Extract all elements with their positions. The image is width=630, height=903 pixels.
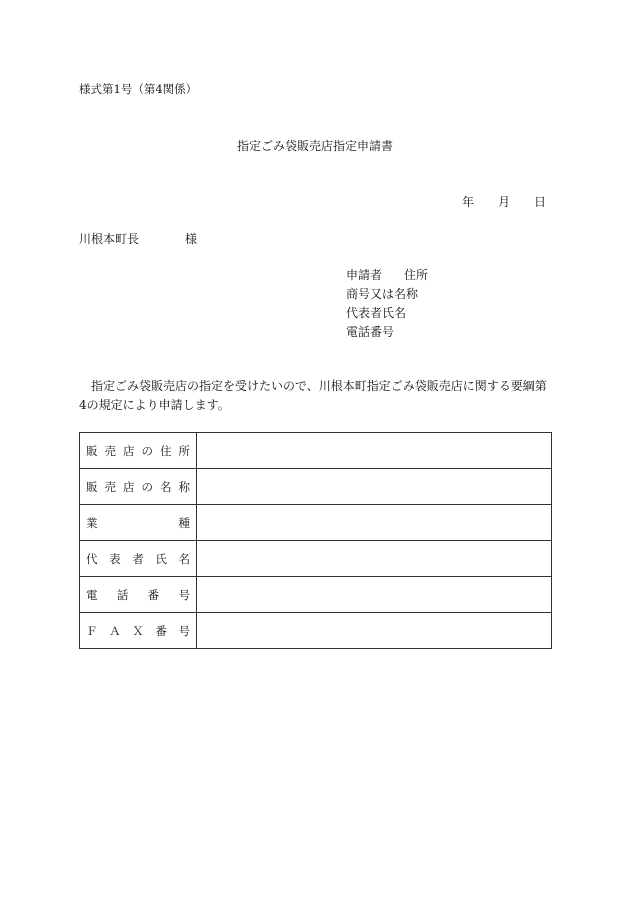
label-char: 所 bbox=[178, 443, 190, 458]
phone-number-label bbox=[80, 577, 197, 613]
label-char: 売 bbox=[104, 443, 116, 458]
label-char: 業 bbox=[86, 515, 98, 530]
store-address-label bbox=[80, 433, 197, 469]
label-char: Ｆ bbox=[86, 623, 98, 638]
representative-label: 代表者氏名 bbox=[346, 306, 407, 320]
business-type-label bbox=[80, 505, 197, 541]
label-char: 住 bbox=[160, 443, 172, 458]
label-char: 号 bbox=[178, 623, 190, 638]
label-char: 代 bbox=[86, 551, 98, 566]
store-name-input[interactable] bbox=[197, 469, 552, 505]
phone-number-label-text bbox=[86, 587, 190, 603]
representative-name-label bbox=[80, 541, 197, 577]
label-char: 号 bbox=[178, 587, 190, 602]
form-row-business-type bbox=[80, 505, 552, 541]
label-char: 者 bbox=[132, 551, 144, 566]
applicant-block bbox=[346, 266, 428, 342]
applicant-label: 申請者 bbox=[346, 268, 383, 282]
addressee bbox=[79, 230, 197, 247]
label-char: 名 bbox=[178, 551, 190, 566]
label-char: 販 bbox=[86, 443, 98, 458]
label-char: 番 bbox=[147, 587, 160, 602]
label-char: 電 bbox=[86, 587, 98, 602]
document-title: 指定ごみ袋販売店指定申請書 bbox=[236, 139, 393, 153]
phone-number-input[interactable] bbox=[197, 577, 552, 613]
address-label: 住所 bbox=[404, 268, 429, 282]
label-char: の bbox=[141, 479, 153, 494]
phone-label: 電話番号 bbox=[346, 325, 395, 339]
applicant-address-row bbox=[346, 266, 428, 285]
label-char: 称 bbox=[178, 479, 190, 494]
label-char: の bbox=[141, 443, 153, 458]
application-form-table bbox=[79, 432, 552, 649]
form-row-fax-number bbox=[80, 613, 552, 649]
label-char: 番 bbox=[155, 623, 167, 638]
label-char: 話 bbox=[116, 587, 129, 602]
date-day-label: 日 bbox=[533, 195, 546, 209]
label-char: 表 bbox=[109, 551, 121, 566]
label-char: 店 bbox=[123, 479, 135, 494]
fax-number-input[interactable] bbox=[197, 613, 552, 649]
date-line bbox=[462, 193, 546, 210]
label-char: 氏 bbox=[155, 551, 167, 566]
label-char: Ａ bbox=[109, 623, 121, 638]
representative-name-input[interactable] bbox=[197, 541, 552, 577]
addressee-name: 川根本町長 bbox=[79, 232, 140, 246]
label-char: Ｘ bbox=[132, 623, 144, 638]
form-row-phone-number bbox=[80, 577, 552, 613]
form-row-store-address bbox=[80, 433, 552, 469]
fax-number-label bbox=[80, 613, 197, 649]
representative-name-label-text bbox=[86, 551, 190, 567]
form-row-store-name bbox=[80, 469, 552, 505]
store-name-label-text bbox=[86, 479, 190, 495]
fax-number-label-text bbox=[86, 623, 190, 639]
store-address-label-text bbox=[86, 443, 190, 459]
form-row-representative-name bbox=[80, 541, 552, 577]
addressee-honorific: 様 bbox=[185, 232, 198, 246]
label-char: 名 bbox=[160, 479, 172, 494]
application-statement-text: 指定ごみ袋販売店の指定を受けたいので、川根本町指定ごみ袋販売店に関する要綱第4の規定により申請します。 bbox=[79, 379, 547, 412]
label-char: 店 bbox=[123, 443, 135, 458]
label-char: 売 bbox=[104, 479, 116, 494]
form-number: 様式第1号（第4関係） bbox=[79, 82, 198, 96]
store-address-input[interactable] bbox=[197, 433, 552, 469]
application-statement bbox=[79, 377, 554, 415]
date-year-label: 年 bbox=[461, 195, 474, 209]
form-table-body bbox=[80, 433, 552, 649]
label-char: 種 bbox=[178, 515, 190, 530]
date-month-label: 月 bbox=[497, 195, 510, 209]
business-type-label-text bbox=[86, 515, 190, 531]
business-type-input[interactable] bbox=[197, 505, 552, 541]
trade-name-label: 商号又は名称 bbox=[346, 287, 419, 301]
label-char: 販 bbox=[86, 479, 98, 494]
store-name-label bbox=[80, 469, 197, 505]
